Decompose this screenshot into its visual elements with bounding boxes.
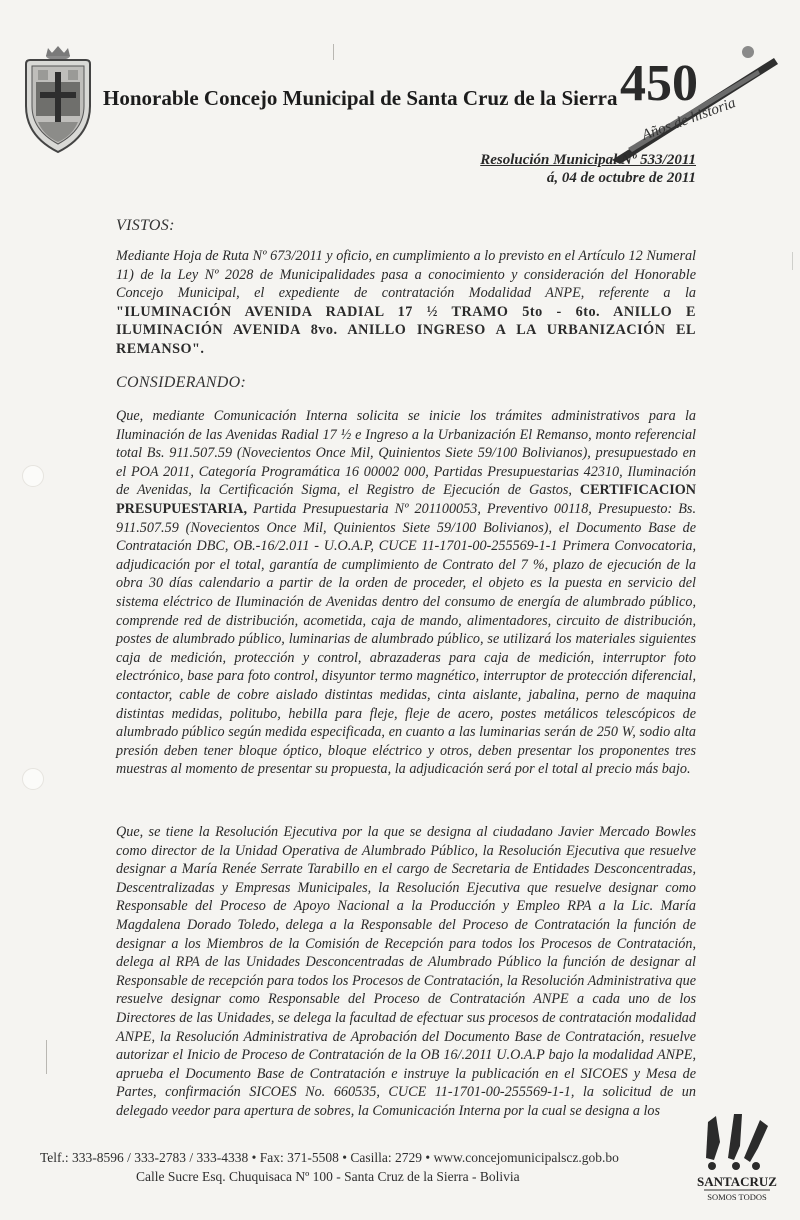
certification-label: CERTIFICACION PRESUPUESTARIA, xyxy=(116,482,697,517)
considerando-p1-part-b: Partida Presupuestaria Nº 201100053, Preventivo 00118, Presupuesto: Bs. 911.507.59 (Novecientos Once Mil, Quinientos Siete 59/100 Bolivianos), el Documento Base de Contratación DBC, OB.-16/2.011 - U.O.A.P, CUCE 11-1701-00-255569-1-1 Primera Convocatoria, adjudicación por el total, garantía de cumplimiento de Contrato del 7 %, plazo de ejecución de la obra 30 días calendario a partir de la orden de proceder, el objeto es la puesta en servicio del sistema eléctrico de Iluminación de Avenidas dentro del consumo de energía de alumbrado público, comprende red de distribución, acometida, caja de mando, alimentadores, circuito de distribución, postes de alumbrado público, luminarias de alumbrado público, se utilizará los materiales siguientes caja de medición, protección y control, abrazaderas para caja de medición, interruptor foto electrónico, base para foto control, disyuntor termo magnético, interruptor de protección diferencial, contactor, cable de cobre aislado distintas medidas, cinta aislante, jabalina, perno de maquina distintas medidas, politubo, hebilla para fleje, fleje de acero, postes metálicos telescópicos de alumbrado público según medida especificada, en cuanto a las luminarias serán de 250 W, sodio alta presión deben tener bloque óptico, bloque eléctrico y otros, deben presentar los proponentes tres muestras al momento de presentar su propuesta, la adjudicación será por el total al precio más bajo. xyxy=(116,500,696,778)
vistos-heading: VISTOS: xyxy=(116,217,175,234)
santa-cruz-logo-icon xyxy=(694,1112,780,1204)
coat-of-arms-icon xyxy=(22,44,94,156)
considerando-paragraph-2: Que, se tiene la Resolución Ejecutiva por la que se designa al ciudadano Javier Mercado Bowles como director de la Unidad Operativa de Alumbrado Público, la Resolución Ejecutiva que resuelve designar a María Renée Serrate Tarabillo en el cargo de Secretaria de Entidades Desconcentradas, Descentralizadas y Empresas Municipales, la Resolución Ejecutiva que resuelve designar como Responsable del Proceso de Apoyo Nacional a la Producción y Empleo RPA a la Lic. María Magdalena Dorado Toledo, delega a la Responsable del Proceso de Contratación la función de designar a los Miembros de la Comisión de Recepción para todos los Procesos de Contratación, delega al RPA de las Unidades Desconcentradas de Alumbrado Público la función de designar al Responsable de recepción para todos los Procesos de Contratación, la Resolución Administrativa que resuelve designar como Responsable del Proceso de Contratación ANPE a cada uno de los Directores de las Unidades, se delega la facultad de efectuar sus procesos de contratación modalidad ANPE, la Resolución Administrativa de Aprobación del Documento Base de Contratación, resuelve autorizar el Inicio de Proceso de Contratación de la OB 16/.2011 U.O.A.P bajo la modalidad ANPE, aprueba el Documento Base de Contratación e instruye la publicación en el SICOES y Mesa de Partes, confirmación SICOES No. 660535, CUCE 11-1701-00-255569-1-1, la solicitud de un delegado veedor para apertura de sobres, la Comunicación Interna por la cual se designa a los xyxy=(116,824,696,1119)
council-name: Honorable Concejo Municipal de Santa Cruz de la Sierra xyxy=(103,86,618,110)
santa-cruz-text: SANTACRUZ xyxy=(697,1174,777,1189)
resolution-date: á, 04 de octubre de 2011 xyxy=(546,170,696,186)
scan-streak xyxy=(46,1040,47,1074)
considerando-heading: CONSIDERANDO: xyxy=(116,374,247,391)
anniversary-number: 450 xyxy=(620,55,698,112)
considerando-paragraph-1 xyxy=(116,407,696,779)
scan-streak xyxy=(333,44,334,60)
scan-streak xyxy=(792,252,793,270)
anniversary-text: Años de historia xyxy=(639,95,738,144)
vistos-intro: Mediante Hoja de Ruta Nº 673/2011 y oficio, en cumplimiento a lo previsto en el Artículo 12 Numeral 11) de la Ley Nº 2028 de Municipalidades pasa a conocimiento y consideración del Honorable Concejo Municipal, el expediente de contratación Modalidad ANPE, referente a la xyxy=(116,248,696,302)
punch-hole xyxy=(22,465,44,487)
vistos-paragraph xyxy=(116,247,696,359)
considerando-p1-part-a: Que, mediante Comunicación Interna solicita se inicie los trámites administrativos para la Iluminación de las Avenidas Radial 17 ½ e Ingreso a la Urbanización El Remanso, monto referencial total Bs. 911.507.59 (Novecientos Once Mil, Quinientos Siete 59/100 Bolivianos), presupuestado en el POA 2011, Categoría Programática 16 00002 000, Partidas Presupuestarias 42310, Iluminación de Avenidas, la Certificación Sigma, el Registro de Ejecución de Gastos, xyxy=(116,408,696,499)
project-title: "ILUMINACIÓN AVENIDA RADIAL 17 ½ TRAMO 5to - 6to. ANILLO E ILUMINACIÓN AVENIDA 8vo. ANILLO INGRESO A LA URBANIZACIÓN EL REMANSO". xyxy=(116,303,696,357)
punch-hole xyxy=(22,768,44,790)
santa-cruz-slogan: SOMOS TODOS xyxy=(707,1192,767,1202)
footer-address: Calle Sucre Esq. Chuquisaca Nº 100 - Santa Cruz de la Sierra - Bolivia xyxy=(136,1169,520,1184)
footer xyxy=(40,1148,619,1186)
anniversary-logo-icon xyxy=(608,38,780,166)
footer-contact: Telf.: 333-8596 / 333-2783 / 333-4338 • Fax: 371-5508 • Casilla: 2729 • www.concejomunicipalscz.gob.bo xyxy=(40,1150,619,1165)
resolution-number: Resolución Municipal Nº 533/2011 xyxy=(480,152,696,168)
